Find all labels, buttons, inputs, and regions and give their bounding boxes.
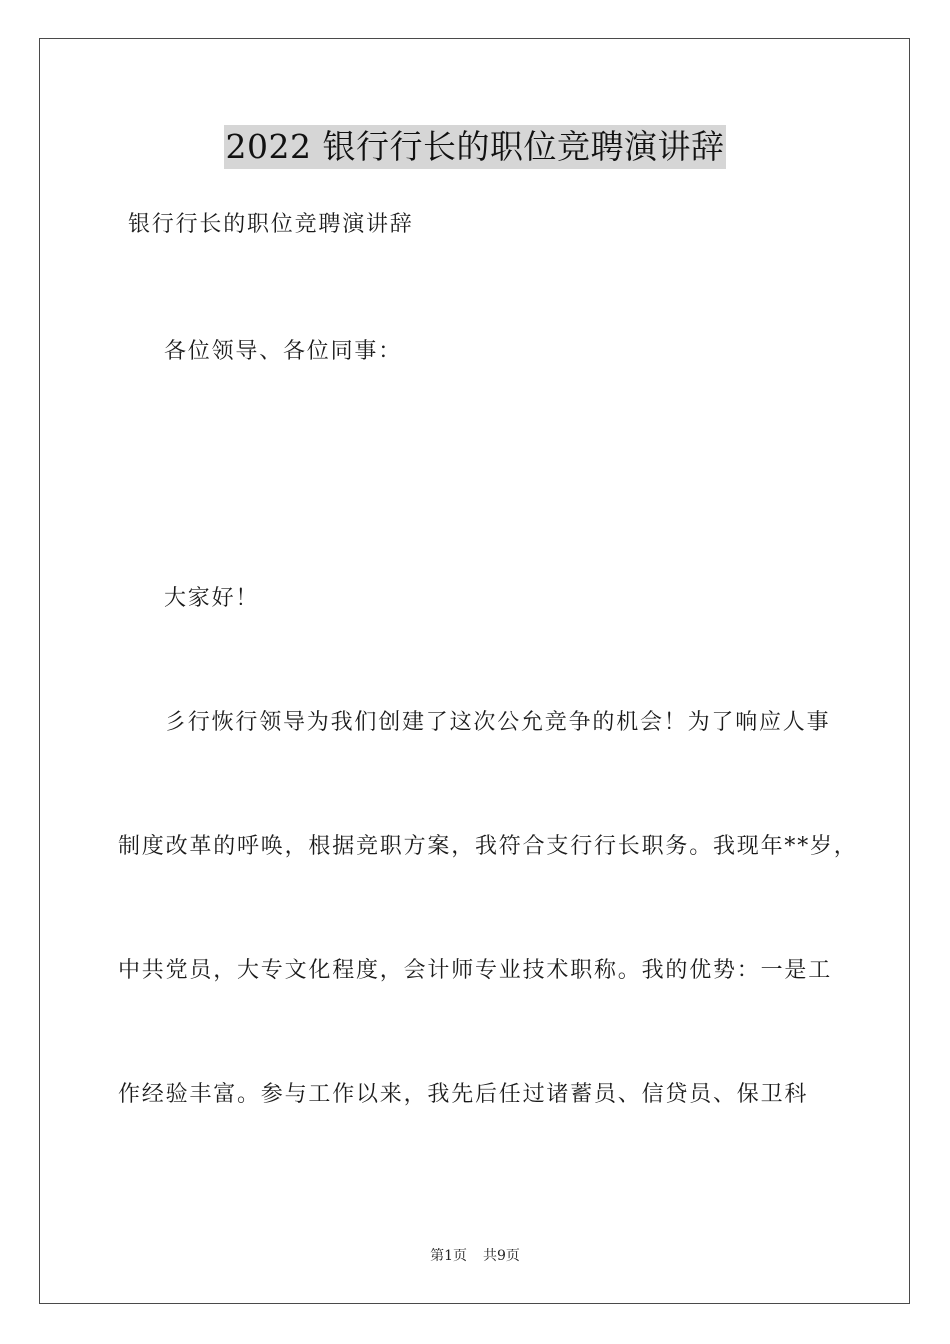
salutation: 各位领导、各位同事： bbox=[164, 339, 403, 364]
document-title: 2022 银行行长的职位竞聘演讲辞 bbox=[224, 125, 727, 169]
body-line: 制度改革的呼唤，根据竞职方案，我符合支行行长职务。我现年**岁， bbox=[118, 834, 858, 859]
page-total: 共9页 bbox=[483, 1248, 520, 1264]
body-line: 彡行恢行领导为我们创建了这次公允竞争的机会！为了响应人事 bbox=[164, 710, 831, 735]
body-line: 作经验丰富。参与工作以来，我先后任过诸蓄员、信贷员、保卫科 bbox=[118, 1082, 809, 1107]
page-number: 第1页 bbox=[430, 1248, 467, 1264]
body-line: 中共党员，大专文化程度，会计师专业技术职称。我的优势：一是工 bbox=[118, 958, 833, 983]
greeting: 大家好！ bbox=[164, 586, 260, 611]
document-subtitle: 银行行长的职位竞聘演讲辞 bbox=[128, 212, 414, 237]
title-container bbox=[0, 125, 950, 169]
page-footer bbox=[0, 1246, 950, 1266]
